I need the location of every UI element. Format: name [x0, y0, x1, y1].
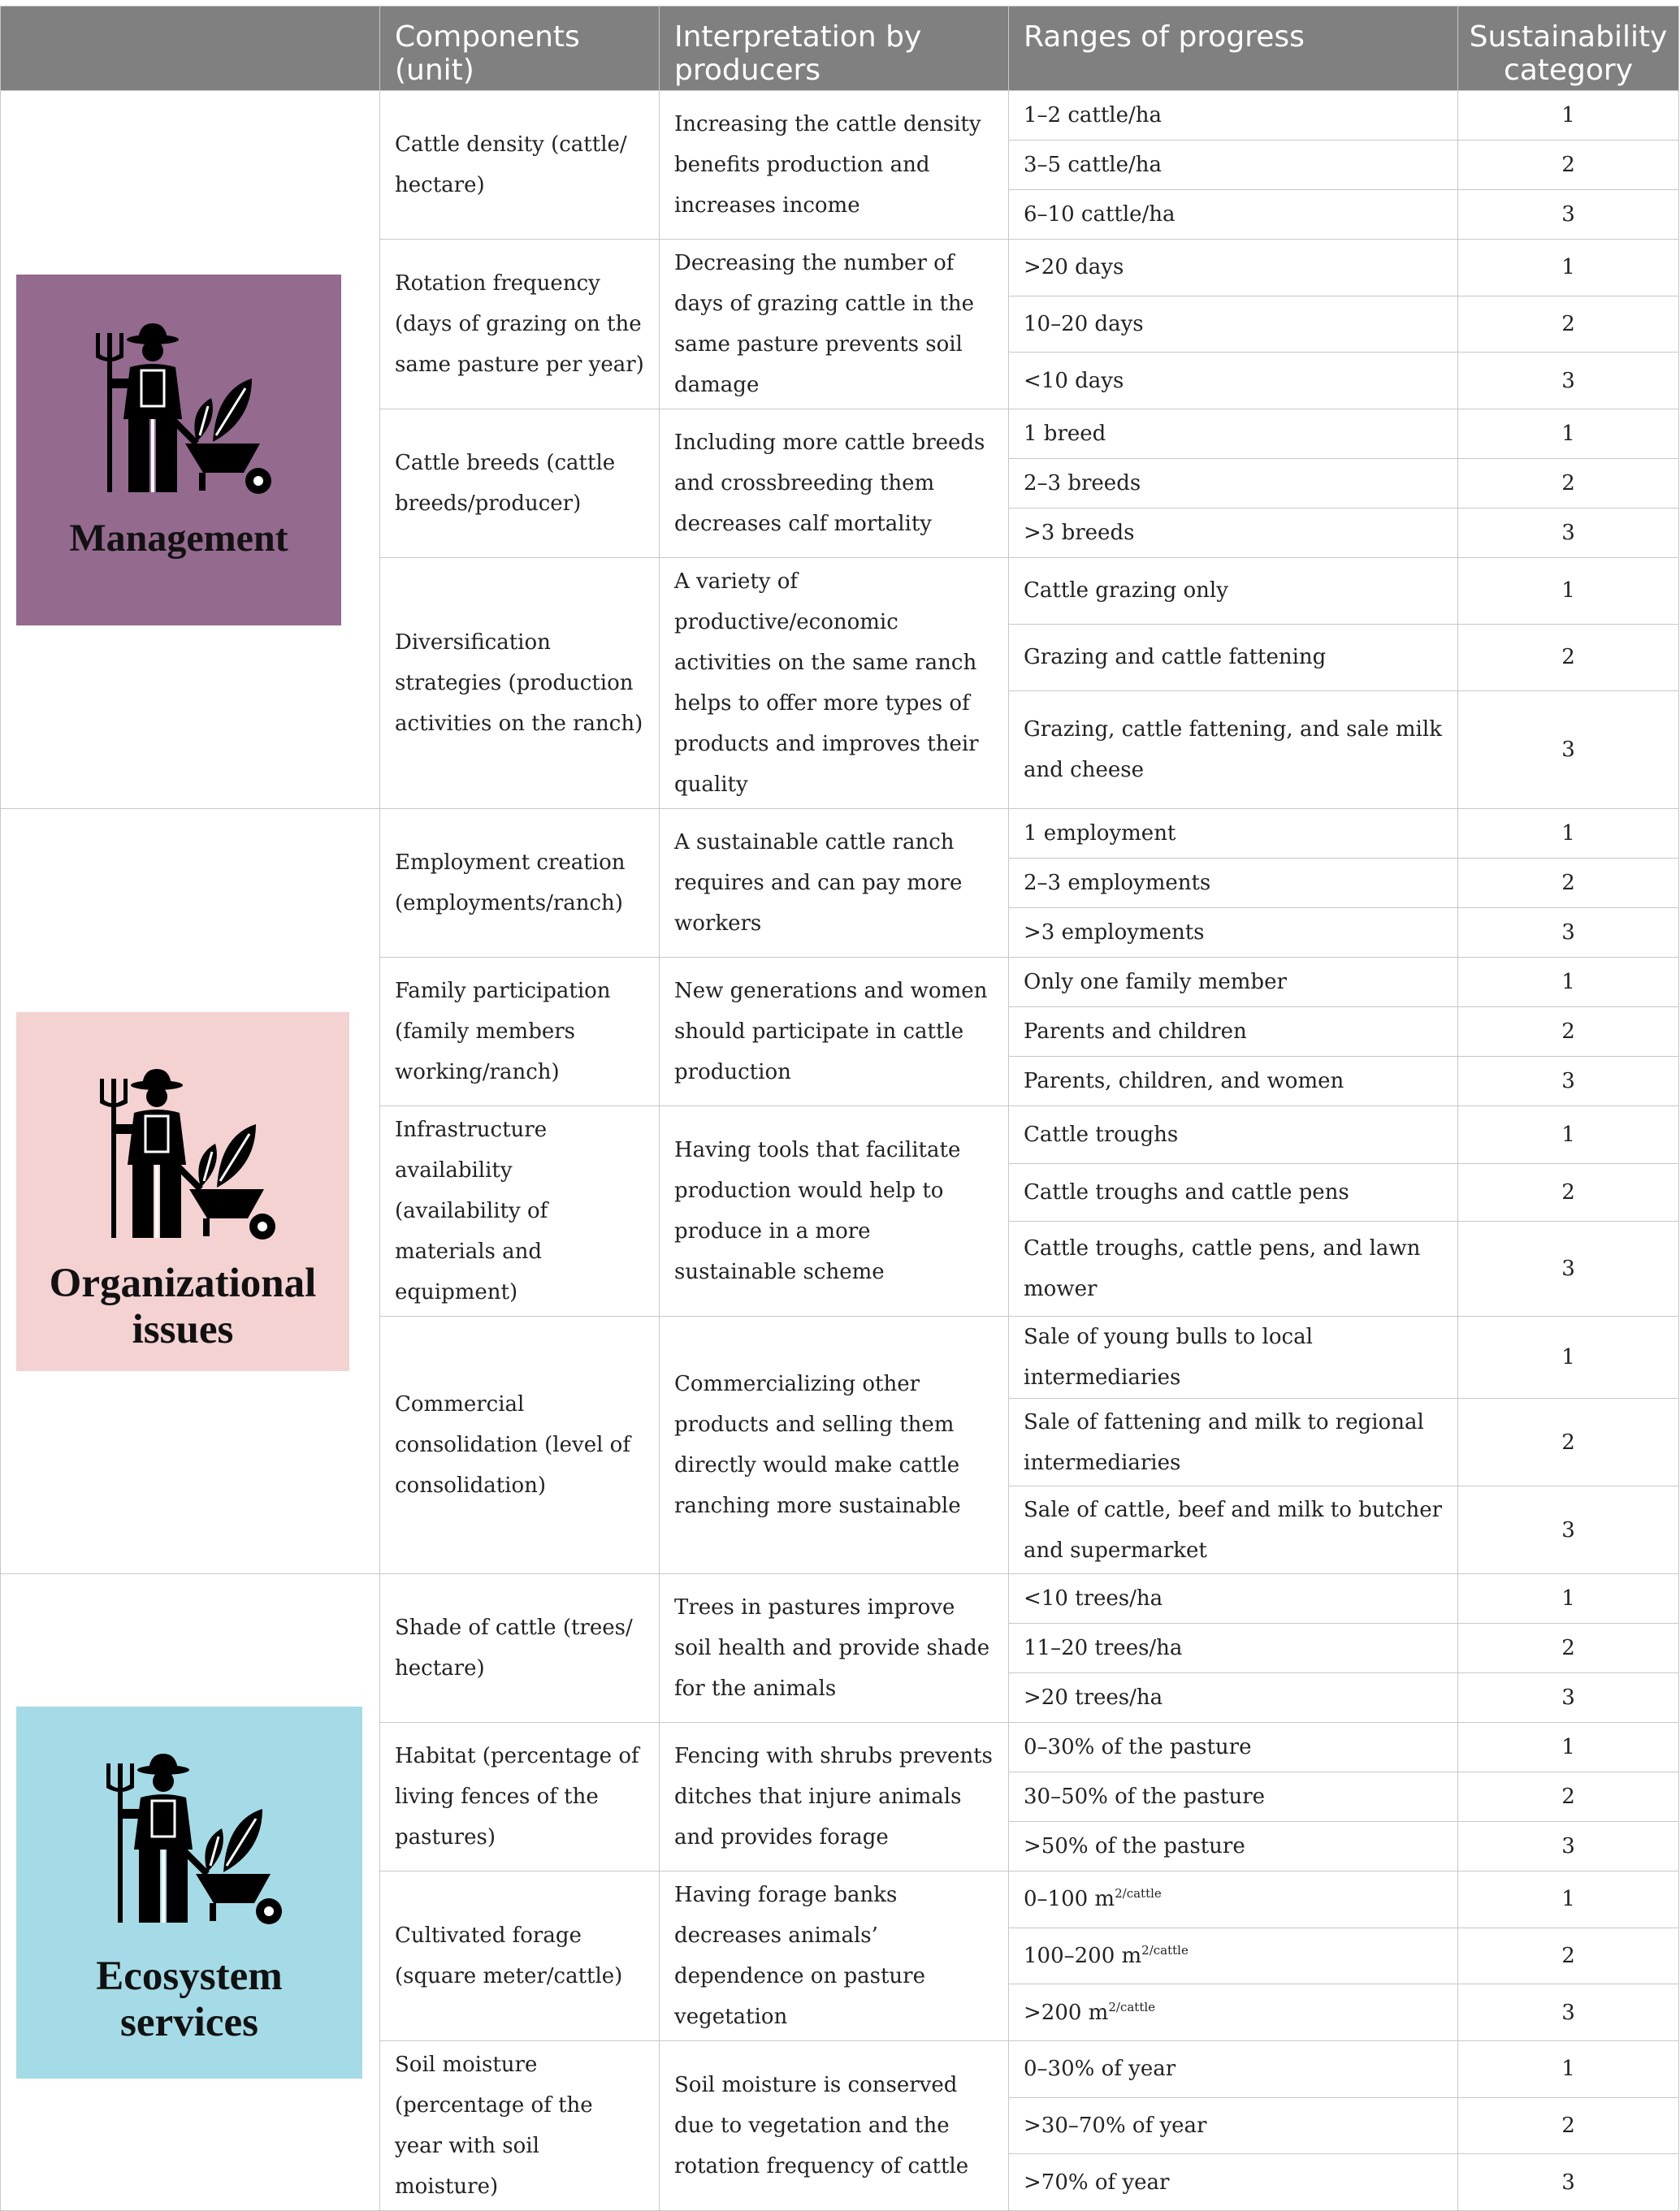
- farmer-with-wheelbarrow-icon: [92, 1752, 287, 1931]
- interpretation-cell: Having tools that facilitate production would help to produce in a more sustainable scheme: [660, 1106, 1009, 1317]
- range-cell: <10 trees/ha: [1009, 1574, 1458, 1624]
- range-cell: Sale of fattening and milk to regional intermediaries: [1009, 1399, 1458, 1486]
- range-cell: Parents and children: [1009, 1007, 1458, 1057]
- category-cell: 1: [1458, 1723, 1679, 1772]
- category-cell: 3: [1458, 1221, 1679, 1316]
- table-row: [1, 809, 1679, 859]
- interpretation-cell: Increasing the cattle density benefits production and increases income: [660, 91, 1009, 240]
- range-cell: [1009, 1871, 1458, 1928]
- range-cell: >3 breeds: [1009, 508, 1458, 558]
- category-cell: 2: [1458, 624, 1679, 690]
- range-cell: 10–20 days: [1009, 296, 1458, 353]
- category-cell: 2: [1458, 296, 1679, 353]
- interpretation-cell: Decreasing the number of days of grazing cattle in the same pasture prevents soil damage: [660, 240, 1009, 409]
- range-value: 100–200 m: [1024, 1943, 1142, 1968]
- interpretation-cell: Commercializing other products and selling them directly would make cattle ranching more sustainable: [660, 1317, 1009, 1574]
- component-cell: Employment creation (employments/ranch): [380, 809, 660, 958]
- group-label: Ecosystem services: [96, 1953, 283, 2045]
- group-label: Management: [69, 516, 288, 560]
- category-cell: 2: [1458, 1624, 1679, 1673]
- interpretation-cell: Including more cattle breeds and crossbreeding them decreases calf mortality: [660, 409, 1009, 558]
- category-cell: 2: [1458, 1007, 1679, 1057]
- range-cell: 0–30% of the pasture: [1009, 1723, 1458, 1772]
- header-interpretation: Interpretation by producers: [660, 6, 1009, 91]
- range-cell: >20 days: [1009, 240, 1458, 296]
- category-cell: 2: [1458, 459, 1679, 508]
- range-cell: Cattle troughs: [1009, 1106, 1458, 1164]
- component-cell: Shade of cattle (trees/ hectare): [380, 1574, 660, 1723]
- category-cell: 2: [1458, 141, 1679, 190]
- category-cell: 3: [1458, 190, 1679, 240]
- interpretation-cell: Trees in pastures improve soil health and provide shade for the animals: [660, 1574, 1009, 1723]
- range-cell: Cattle grazing only: [1009, 558, 1458, 625]
- category-cell: 3: [1458, 1486, 1679, 1574]
- ecosystem-panel: [16, 1707, 362, 2079]
- component-cell: Cultivated forage (square meter/cattle): [380, 1871, 660, 2041]
- category-cell: 1: [1458, 1574, 1679, 1624]
- category-cell: 1: [1458, 558, 1679, 625]
- range-cell: Parents, children, and women: [1009, 1057, 1458, 1106]
- category-cell: 1: [1458, 958, 1679, 1007]
- group-label: Organizational issues: [49, 1260, 317, 1352]
- category-cell: 1: [1458, 2041, 1679, 2098]
- interpretation-cell: Fencing with shrubs prevents ditches that injure animals and provides forage: [660, 1723, 1009, 1871]
- range-cell: 11–20 trees/ha: [1009, 1624, 1458, 1673]
- category-cell: 3: [1458, 1822, 1679, 1871]
- management-panel: [16, 275, 341, 625]
- range-cell: <10 days: [1009, 353, 1458, 409]
- range-value: >200 m: [1024, 2000, 1109, 2025]
- sustainability-table: [0, 6, 1679, 2211]
- category-cell: 3: [1458, 908, 1679, 958]
- component-cell: Commercial consolidation (level of consolidation): [380, 1317, 660, 1574]
- range-cell: Grazing, cattle fattening, and sale milk and cheese: [1009, 690, 1458, 808]
- range-cell: Only one family member: [1009, 958, 1458, 1007]
- range-cell: 1 employment: [1009, 809, 1458, 859]
- range-cell: [1009, 1984, 1458, 2041]
- table-row: [1, 1574, 1679, 1624]
- organizational-group-cell: [1, 809, 380, 1574]
- interpretation-cell: A variety of productive/economic activities on the same ranch helps to offer more types of products and improves their quality: [660, 558, 1009, 809]
- range-cell: >50% of the pasture: [1009, 1822, 1458, 1871]
- range-cell: 30–50% of the pasture: [1009, 1772, 1458, 1822]
- range-cell: >30–70% of year: [1009, 2097, 1458, 2154]
- farmer-with-wheelbarrow-icon: [81, 322, 276, 500]
- category-cell: 2: [1458, 1928, 1679, 1984]
- category-cell: 2: [1458, 1399, 1679, 1486]
- category-cell: 3: [1458, 1057, 1679, 1106]
- header-ranges: Ranges of progress: [1009, 6, 1458, 91]
- header-icon-column: [1, 6, 380, 91]
- component-cell: Cattle density (cattle/ hectare): [380, 91, 660, 240]
- interpretation-cell: New generations and women should participate in cattle production: [660, 958, 1009, 1106]
- header-components: Components (unit): [380, 6, 660, 91]
- range-cell: >20 trees/ha: [1009, 1673, 1458, 1723]
- range-cell: Sale of young bulls to local intermediaries: [1009, 1317, 1458, 1399]
- range-cell: Cattle troughs and cattle pens: [1009, 1163, 1458, 1221]
- interpretation-cell: Having forage banks decreases animals’ dependence on pasture vegetation: [660, 1871, 1009, 2041]
- category-cell: 3: [1458, 1673, 1679, 1723]
- category-cell: 3: [1458, 1984, 1679, 2041]
- category-cell: 3: [1458, 508, 1679, 558]
- category-cell: 1: [1458, 809, 1679, 859]
- range-cell: 0–30% of year: [1009, 2041, 1458, 2098]
- category-cell: 1: [1458, 409, 1679, 459]
- component-cell: Diversification strategies (production activities on the ranch): [380, 558, 660, 809]
- range-unit: 2/cattle: [1108, 1999, 1156, 2014]
- category-cell: 2: [1458, 2097, 1679, 2154]
- range-unit: 2/cattle: [1115, 1886, 1162, 1902]
- category-cell: 1: [1458, 1106, 1679, 1164]
- range-cell: 1–2 cattle/ha: [1009, 91, 1458, 141]
- category-cell: 1: [1458, 91, 1679, 141]
- management-group-cell: [1, 91, 380, 809]
- range-cell: [1009, 1928, 1458, 1984]
- category-cell: 2: [1458, 1163, 1679, 1221]
- category-cell: 3: [1458, 690, 1679, 808]
- component-cell: Rotation frequency (days of grazing on the same pasture per year): [380, 240, 660, 409]
- range-cell: 1 breed: [1009, 409, 1458, 459]
- category-cell: 3: [1458, 2154, 1679, 2211]
- range-cell: Sale of cattle, beef and milk to butcher and supermarket: [1009, 1486, 1458, 1574]
- organizational-panel: [16, 1012, 349, 1371]
- interpretation-cell: Soil moisture is conserved due to vegetation and the rotation frequency of cattle: [660, 2041, 1009, 2211]
- range-cell: >3 employments: [1009, 908, 1458, 958]
- category-cell: 2: [1458, 859, 1679, 908]
- header-category: Sustainability category: [1458, 6, 1679, 91]
- category-cell: 1: [1458, 1871, 1679, 1928]
- interpretation-cell: A sustainable cattle ranch requires and can pay more workers: [660, 809, 1009, 958]
- range-cell: >70% of year: [1009, 2154, 1458, 2211]
- component-cell: Soil moisture (percentage of the year with soil moisture): [380, 2041, 660, 2211]
- ecosystem-group-cell: [1, 1574, 380, 2211]
- category-cell: 1: [1458, 1317, 1679, 1399]
- category-cell: 3: [1458, 353, 1679, 409]
- header-row: [1, 6, 1679, 91]
- range-value: 0–100 m: [1024, 1887, 1115, 1912]
- range-cell: 6–10 cattle/ha: [1009, 190, 1458, 240]
- category-cell: 2: [1458, 1772, 1679, 1822]
- component-cell: Cattle breeds (cattle breeds/producer): [380, 409, 660, 558]
- category-cell: 1: [1458, 240, 1679, 296]
- range-cell: Grazing and cattle fattening: [1009, 624, 1458, 690]
- range-cell: 2–3 breeds: [1009, 459, 1458, 508]
- component-cell: Infrastructure availability (availability of materials and equipment): [380, 1106, 660, 1317]
- range-unit: 2/cattle: [1141, 1942, 1189, 1958]
- component-cell: Family participation (family members working/ranch): [380, 958, 660, 1106]
- component-cell: Habitat (percentage of living fences of the pastures): [380, 1723, 660, 1871]
- range-cell: 3–5 cattle/ha: [1009, 141, 1458, 190]
- table-row: [1, 91, 1679, 141]
- farmer-with-wheelbarrow-icon: [85, 1067, 280, 1246]
- range-cell: 2–3 employments: [1009, 859, 1458, 908]
- range-cell: Cattle troughs, cattle pens, and lawn mower: [1009, 1221, 1458, 1316]
